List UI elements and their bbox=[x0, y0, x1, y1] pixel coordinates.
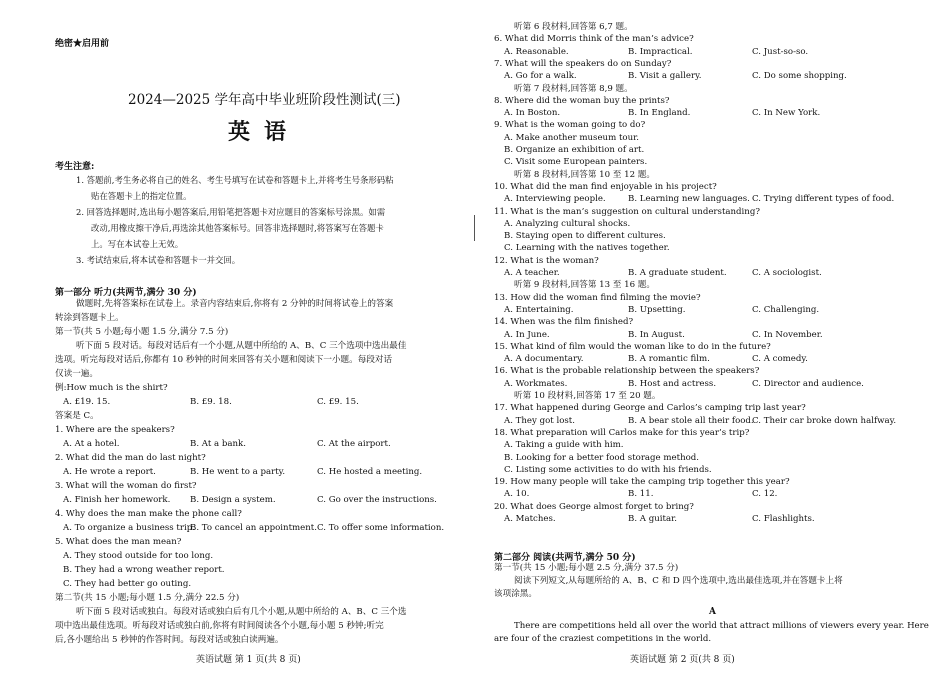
question-5: 5. What does the man mean? bbox=[55, 537, 182, 547]
option: A. Entertaining. bbox=[504, 304, 574, 315]
notice-line: 改动,用橡皮擦干净后,再选涂其他答案标号。回答非选择题时,将答案写在答题卡 bbox=[91, 223, 384, 233]
listening-instruction: 听第 10 段材料,回答第 17 至 20 题。 bbox=[514, 391, 661, 401]
option: B. To cancel an appointment. bbox=[190, 523, 317, 533]
question-1: 1. Where are the speakers? bbox=[55, 425, 175, 435]
section2-intro: 听下面 5 段对话或独白。每段对话或独白后有几个小题,从题中所给的 A、B、C 三个选 bbox=[76, 607, 407, 617]
section1-intro: 仅读一遍。 bbox=[55, 369, 98, 379]
option: B. A guitar. bbox=[628, 514, 677, 524]
section2-heading: 第二节(共 15 小题;每小题 1.5 分,满分 22.5 分) bbox=[55, 593, 240, 603]
option: A. In Boston. bbox=[504, 108, 561, 119]
section1-intro: 选项。听完每段对话后,你都有 10 秒钟的时间来回答有关小题和阅读下一小题。每段对话 bbox=[55, 355, 393, 365]
question-3: 3. What will the woman do first? bbox=[55, 481, 197, 491]
question: 13. How did the woman find filming the movie? bbox=[494, 292, 701, 303]
example-option: C. £9. 15. bbox=[317, 397, 359, 407]
option: C. Listing some activities to do with his friends. bbox=[504, 464, 712, 475]
option: C. At the airport. bbox=[317, 439, 391, 449]
option: C. Visit some European painters. bbox=[504, 157, 648, 168]
page-divider bbox=[474, 215, 475, 241]
question: 15. What kind of film would the woman like to do in the future? bbox=[494, 341, 771, 352]
option: A. They got lost. bbox=[504, 415, 575, 426]
option: A. Matches. bbox=[504, 514, 556, 524]
option: B. 11. bbox=[628, 489, 654, 500]
option: C. He hosted a meeting. bbox=[317, 467, 423, 477]
option: A. At a hotel. bbox=[63, 439, 120, 449]
option: C. Learning with the natives together. bbox=[504, 243, 670, 254]
option: A. To organize a business trip. bbox=[63, 523, 195, 533]
question: 7. What will the speakers do on Sunday? bbox=[494, 58, 672, 69]
question: 11. What is the man’s suggestion on cultural understanding? bbox=[494, 206, 760, 217]
question: 16. What is the probable relationship between the speakers? bbox=[494, 366, 760, 377]
option: B. Upsetting. bbox=[628, 304, 686, 315]
option: B. At a bank. bbox=[190, 439, 246, 449]
question: 19. How many people will take the camping trip together this year? bbox=[494, 477, 790, 488]
option: B. Staying open to different cultures. bbox=[504, 231, 666, 242]
option: B. Looking for a better food storage method. bbox=[504, 452, 700, 463]
option: B. Impractical. bbox=[628, 46, 693, 57]
option: B. A graduate student. bbox=[628, 268, 727, 278]
part1-intro: 做题时,先将答案标在试卷上。录音内容结束后,你将有 2 分钟的时间将试卷上的答案 bbox=[76, 299, 394, 309]
question: 20. What does George almost forget to bring? bbox=[494, 501, 694, 512]
notice-line: 2. 回答选择题时,选出每小题答案后,用铅笔把答题卡对应题目的答案标号涂黑。如需 bbox=[76, 207, 386, 217]
section1-heading: 第一节(共 5 小题;每小题 1.5 分,满分 7.5 分) bbox=[55, 327, 229, 337]
option: A. Go for a walk. bbox=[504, 71, 577, 82]
option: A. A teacher. bbox=[504, 268, 560, 278]
part2-intro: 该项涂黑。 bbox=[494, 589, 537, 599]
section1-intro: 听下面 5 段对话。每段对话后有一个小题,从题中所给的 A、B、C 三个选项中选出最佳 bbox=[76, 341, 407, 351]
part1-intro: 转涂到答题卡上。 bbox=[55, 313, 124, 323]
option: B. Organize an exhibition of art. bbox=[504, 145, 645, 155]
part2-intro: 阅读下列短文,从每题所给的 A、B、C 和 D 四个选项中,选出最佳选项,并在答题卡上将 bbox=[514, 576, 843, 586]
option: C. Their car broke down halfway. bbox=[752, 415, 897, 426]
option: C. Challenging. bbox=[752, 304, 820, 315]
option: A. Interviewing people. bbox=[504, 194, 606, 205]
option: A. A documentary. bbox=[504, 354, 584, 365]
notice-heading: 考生注意: bbox=[55, 162, 95, 172]
example-answer: 答案是 C。 bbox=[55, 411, 99, 421]
question-4: 4. Why does the man make the phone call? bbox=[55, 509, 242, 519]
option: C. Director and audience. bbox=[752, 378, 864, 389]
option: A. Make another museum tour. bbox=[504, 132, 640, 143]
option: C. In November. bbox=[752, 329, 823, 340]
passage-label: A bbox=[709, 607, 716, 617]
option: C. In New York. bbox=[752, 108, 821, 119]
option: C. Just-so-so. bbox=[752, 46, 809, 57]
option: A. 10. bbox=[504, 489, 530, 500]
option: A. Analyzing cultural shocks. bbox=[504, 218, 631, 229]
option: A. Workmates. bbox=[504, 378, 568, 389]
option: A. They stood outside for too long. bbox=[63, 551, 214, 561]
notice-line: 1. 答题前,考生务必将自己的姓名、考生号填写在试卷和答题卡上,并将考生号条形码粘 bbox=[76, 175, 394, 185]
option: B. A romantic film. bbox=[628, 354, 710, 365]
option: C. To offer some information. bbox=[317, 523, 445, 533]
option: A. Taking a guide with him. bbox=[504, 440, 624, 451]
passage-text: There are competitions held all over the world that attract millions of viewers every year. Here bbox=[514, 621, 929, 631]
page-footer: 英语试题 第 1 页(共 8 页) bbox=[196, 655, 301, 665]
option: B. In England. bbox=[628, 108, 691, 119]
question-2: 2. What did the man do last night? bbox=[55, 453, 206, 463]
option: C. Flashlights. bbox=[752, 514, 815, 524]
option: C. 12. bbox=[752, 489, 778, 500]
passage-text: are four of the craziest competitions in the world. bbox=[494, 634, 712, 644]
part2-section1-heading: 第一节(共 15 小题;每小题 2.5 分,满分 37.5 分) bbox=[494, 563, 679, 573]
option: A. Reasonable. bbox=[504, 46, 569, 57]
example-option: A. £19. 15. bbox=[63, 397, 111, 407]
option: B. Learning new languages. bbox=[628, 194, 750, 205]
option: C. A comedy. bbox=[752, 354, 808, 365]
option: B. In August. bbox=[628, 329, 685, 340]
question: 6. What did Morris think of the man’s advice? bbox=[494, 34, 694, 45]
option: C. They had better go outing. bbox=[63, 579, 192, 589]
confidential-mark: 绝密★启用前 bbox=[55, 39, 110, 49]
option: C. Go over the instructions. bbox=[317, 495, 437, 505]
page-footer: 英语试题 第 2 页(共 8 页) bbox=[630, 655, 735, 665]
option: B. Design a system. bbox=[190, 495, 276, 505]
part2-heading: 第二部分 阅读(共两节,满分 50 分) bbox=[494, 553, 636, 563]
question: 18. What preparation will Carlos make for this year’s trip? bbox=[494, 427, 750, 438]
listening-instruction: 听第 8 段材料,回答第 10 至 12 题。 bbox=[514, 169, 655, 180]
section2-intro: 项中选出最佳选项。听每段对话或独白前,你将有时间阅读各个小题,每小题 5 秒钟;听完 bbox=[55, 621, 384, 631]
notice-line: 3. 考试结束后,将本试卷和答题卡一并交回。 bbox=[76, 255, 241, 265]
part1-heading: 第一部分 听力(共两节,满分 30 分) bbox=[55, 288, 197, 298]
option: A. Finish her homework. bbox=[63, 495, 171, 505]
option: B. A bear stole all their food. bbox=[628, 415, 754, 426]
listening-instruction: 听第 6 段材料,回答第 6,7 题。 bbox=[514, 22, 633, 32]
option: B. Host and actress. bbox=[628, 378, 717, 389]
option: C. A sociologist. bbox=[752, 268, 822, 278]
notice-line: 上。写在本试卷上无效。 bbox=[91, 239, 184, 249]
question: 12. What is the woman? bbox=[494, 255, 599, 266]
example-option: B. £9. 18. bbox=[190, 397, 232, 407]
example-question: 例:How much is the shirt? bbox=[55, 383, 168, 393]
option: C. Trying different types of food. bbox=[752, 194, 895, 205]
page-2 bbox=[480, 0, 950, 673]
exam-title: 2024—2025 学年高中毕业班阶段性测试(三) bbox=[128, 92, 401, 108]
option: B. He went to a party. bbox=[190, 467, 286, 477]
question: 14. When was the film finished? bbox=[494, 317, 634, 328]
section2-intro: 后,各小题给出 5 秒钟的作答时间。每段对话或独白读两遍。 bbox=[55, 635, 284, 645]
subject-title: 英语 bbox=[228, 119, 301, 145]
option: A. He wrote a report. bbox=[63, 467, 156, 477]
question: 17. What happened during George and Carlos’s camping trip last year? bbox=[494, 403, 806, 414]
listening-instruction: 听第 7 段材料,回答第 8,9 题。 bbox=[514, 83, 633, 94]
question: 10. What did the man find enjoyable in his project? bbox=[494, 181, 717, 192]
option: B. Visit a gallery. bbox=[628, 71, 702, 82]
listening-instruction: 听第 9 段材料,回答第 13 至 16 题。 bbox=[514, 280, 655, 291]
option: A. In June. bbox=[504, 329, 550, 340]
option: C. Do some shopping. bbox=[752, 71, 847, 82]
question: 8. Where did the woman buy the prints? bbox=[494, 95, 670, 106]
question: 9. What is the woman going to do? bbox=[494, 120, 646, 131]
notice-line: 贴在答题卡上的指定位置。 bbox=[91, 191, 192, 201]
option: B. They had a wrong weather report. bbox=[63, 565, 225, 575]
